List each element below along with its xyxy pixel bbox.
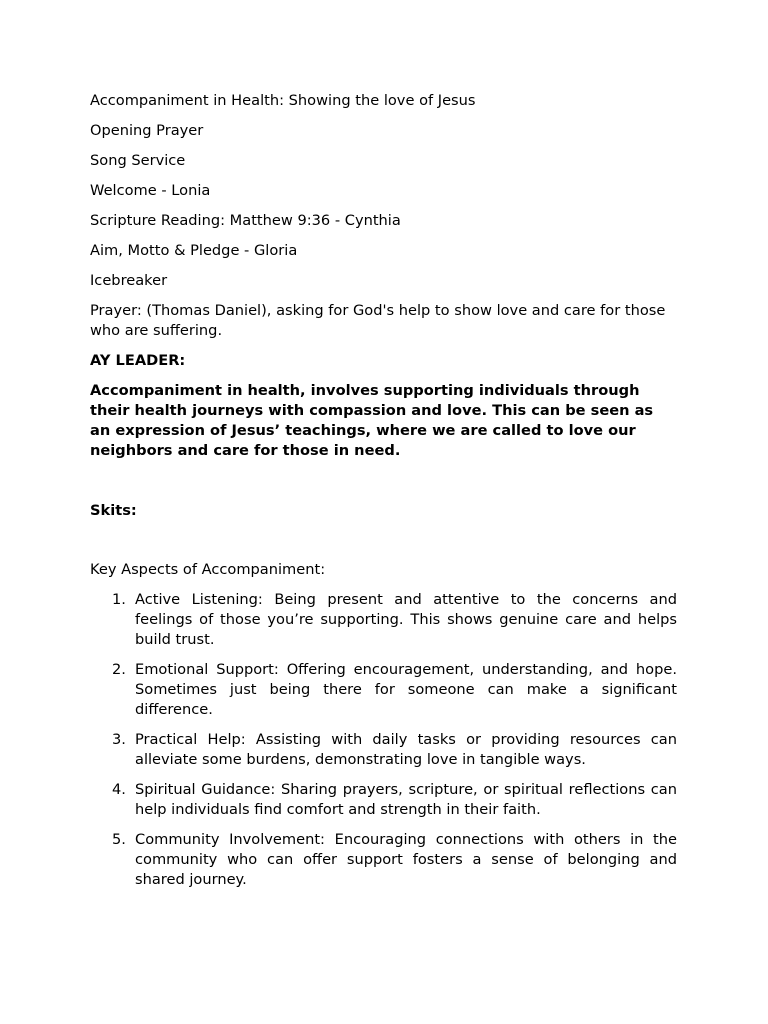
list-item-text: Emotional Support: Offering encouragement, understanding, and hope. Sometimes just being there for someone can make a significant difference. [135, 661, 677, 718]
leader-heading: AY LEADER: [90, 352, 186, 369]
list-item [90, 730, 677, 770]
list-item-number: 3. [112, 731, 126, 748]
program-item-opening-prayer: Opening Prayer [90, 122, 204, 139]
list-item-text: Community Involvement: Encouraging connections with others in the community who can offer support fosters a sense of belonging and shared journey. [135, 831, 677, 888]
list-item-text: Practical Help: Assisting with daily tasks or providing resources can alleviate some burdens, demonstrating love in tangible ways. [135, 731, 677, 768]
list-item [90, 590, 677, 650]
program-item-icebreaker: Icebreaker [90, 272, 168, 289]
list-item-number: 2. [112, 661, 126, 678]
program-item-song-service: Song Service [90, 152, 186, 169]
aspects-heading: Key Aspects of Accompaniment: [90, 561, 326, 578]
list-item [90, 780, 677, 820]
list-item-text: Spiritual Guidance: Sharing prayers, scripture, or spiritual reflections can help individuals find comfort and strength in their faith. [135, 781, 677, 818]
blank-line [90, 531, 677, 560]
skits-heading: Skits: [90, 502, 137, 519]
program-item-aim-motto-pledge: Aim, Motto & Pledge - Gloria [90, 242, 298, 259]
list-item-text: Active Listening: Being present and attentive to the concerns and feelings of those you’re supporting. This shows genuine care and helps build trust. [135, 591, 677, 648]
aspects-list [90, 590, 677, 890]
blank-line [90, 471, 677, 501]
program-item-welcome: Welcome - Lonia [90, 182, 211, 199]
leader-text: Accompaniment in health, involves supporting individuals through their health journeys with compassion and love. This can be seen as an expression of Jesus’ teachings, where we are called to love our neighbors and care for those in need. [90, 382, 654, 459]
list-item-number: 4. [112, 781, 126, 798]
list-item-number: 5. [112, 831, 126, 848]
document-title: Accompaniment in Health: Showing the love of Jesus [90, 92, 476, 109]
list-item-number: 1. [112, 591, 126, 608]
program-item-scripture-reading: Scripture Reading: Matthew 9:36 - Cynthia [90, 212, 401, 229]
list-item [90, 830, 677, 890]
document-page [90, 91, 677, 900]
program-item-prayer: Prayer: (Thomas Daniel), asking for God's help to show love and care for those who are suffering. [90, 302, 666, 339]
list-item [90, 660, 677, 720]
